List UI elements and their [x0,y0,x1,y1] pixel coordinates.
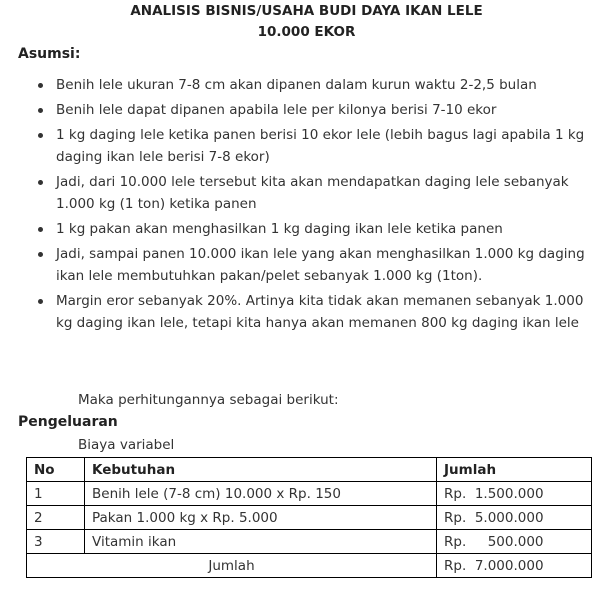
bullet-icon [38,299,43,304]
document-title: ANALISIS BISNIS/USAHA BUDI DAYA IKAN LELE [130,3,483,19]
list-item: Margin eror sebanyak 20%. Artinya kita tidak akan memanen sebanyak 1.000 kg daging ikan lele, tetapi kita hanya akan memanen 800 kg daging ikan lele [0,290,600,334]
cell-amount: Rp. 1.500.000 [437,482,592,506]
assumptions-heading: Asumsi: [18,46,81,62]
variable-cost-table [26,457,592,578]
table-row [27,530,592,554]
table-total-row [27,554,592,578]
list-item: 1 kg daging lele ketika panen berisi 10 ekor lele (lebih bagus lagi apabila 1 kg daging ikan lele berisi 7-8 ekor) [0,124,600,168]
table-header-row [27,458,592,482]
bullet-icon [38,108,43,113]
bullet-icon [38,180,43,185]
cell-no: 2 [27,506,85,530]
cell-no: 1 [27,482,85,506]
list-item: Benih lele dapat dipanen apabila lele per kilonya berisi 7-10 ekor [0,99,600,121]
bullet-icon [38,133,43,138]
cell-item: Benih lele (7-8 cm) 10.000 x Rp. 150 [85,482,437,506]
table-row [27,482,592,506]
list-item: Benih lele ukuran 7-8 cm akan dipanen dalam kurun waktu 2-2,5 bulan [0,74,600,96]
bullet-icon [38,252,43,257]
cell-item: Pakan 1.000 kg x Rp. 5.000 [85,506,437,530]
total-label: Jumlah [27,554,437,578]
expenses-heading: Pengeluaran [18,414,118,430]
variable-cost-label: Biaya variabel [78,437,175,453]
table-row [27,506,592,530]
header-kebutuhan: Kebutuhan [85,458,437,482]
assumptions-list [0,74,600,337]
cell-item: Vitamin ikan [85,530,437,554]
cell-amount: Rp. 5.000.000 [437,506,592,530]
calculation-intro: Maka perhitungannya sebagai berikut: [78,392,339,408]
cell-no: 3 [27,530,85,554]
cell-amount: Rp. 500.000 [437,530,592,554]
document-subtitle: 10.000 EKOR [257,24,356,40]
bullet-icon [38,83,43,88]
list-item: Jadi, dari 10.000 lele tersebut kita akan mendapatkan daging lele sebanyak 1.000 kg (1 ton) ketika panen [0,171,600,215]
list-item: Jadi, sampai panen 10.000 ikan lele yang akan menghasilkan 1.000 kg daging ikan lele membutuhkan pakan/pelet sebanyak 1.000 kg (1ton). [0,243,600,287]
header-no: No [27,458,85,482]
list-item: 1 kg pakan akan menghasilkan 1 kg daging ikan lele ketika panen [0,218,600,240]
bullet-icon [38,227,43,232]
header-jumlah: Jumlah [437,458,592,482]
total-amount: Rp. 7.000.000 [437,554,592,578]
